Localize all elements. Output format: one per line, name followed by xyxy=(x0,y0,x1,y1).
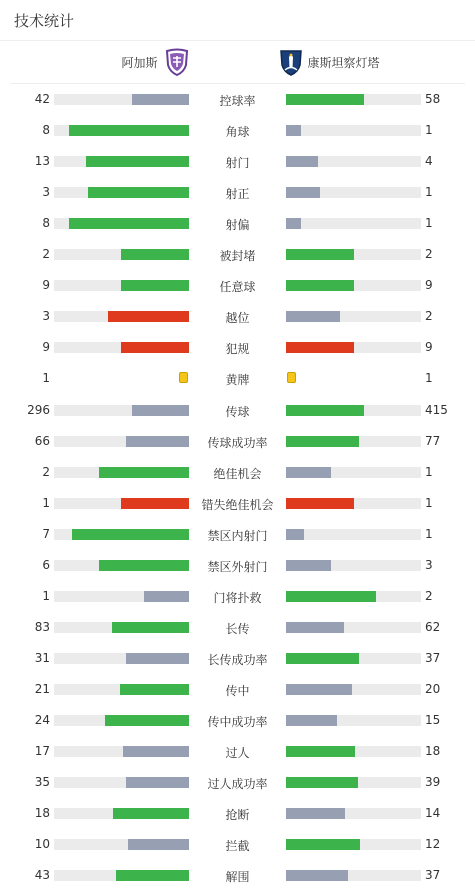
home-bar-track xyxy=(54,529,189,540)
stat-row xyxy=(0,860,475,891)
home-bar-track xyxy=(54,125,189,136)
stat-row xyxy=(0,550,475,581)
stat-label: 绝佳机会 xyxy=(213,466,262,481)
yellow-card-icon xyxy=(287,372,296,383)
home-value: 13 xyxy=(34,154,50,169)
away-value: 4 xyxy=(425,154,433,169)
home-bar-track xyxy=(54,746,189,757)
stat-label: 射正 xyxy=(225,187,250,202)
home-value: 1 xyxy=(42,371,50,386)
away-bar-track xyxy=(286,405,421,416)
home-value: 8 xyxy=(42,123,50,138)
away-bar-track xyxy=(286,746,421,757)
stat-row xyxy=(0,612,475,643)
away-bar-track xyxy=(286,591,421,602)
stat-label: 过人成功率 xyxy=(207,777,268,792)
stat-row xyxy=(0,239,475,270)
away-bar-track xyxy=(286,622,421,633)
away-value: 14 xyxy=(425,806,441,821)
away-value: 15 xyxy=(425,713,441,727)
away-bar-fill xyxy=(286,125,301,136)
stat-row xyxy=(0,705,475,736)
stat-label: 控球率 xyxy=(219,94,256,108)
home-team xyxy=(121,48,189,76)
home-team-name: 阿加斯 xyxy=(121,55,158,70)
yellow-card-icon xyxy=(179,372,188,383)
away-bar-fill xyxy=(286,560,331,571)
home-value: 2 xyxy=(42,247,50,262)
away-bar-track xyxy=(286,529,421,540)
stat-row xyxy=(0,767,475,798)
home-bar-track xyxy=(54,342,189,353)
stat-label: 传中成功率 xyxy=(207,715,268,729)
stat-row xyxy=(0,363,475,394)
away-value: 1 xyxy=(425,216,433,231)
stat-label: 射门 xyxy=(225,156,250,171)
away-value: 2 xyxy=(425,309,433,324)
home-bar-track xyxy=(54,311,189,322)
away-bar-track xyxy=(286,777,421,788)
home-bar-fill xyxy=(86,156,189,167)
away-value: 39 xyxy=(425,775,441,790)
away-bar-fill xyxy=(286,591,376,602)
stat-row xyxy=(0,643,475,674)
away-value: 1 xyxy=(425,123,433,138)
page-title: 技术统计 xyxy=(14,12,75,30)
stat-label: 拦截 xyxy=(225,839,250,854)
away-value: 37 xyxy=(425,868,441,883)
page-header xyxy=(0,0,475,41)
home-bar-track xyxy=(54,839,189,850)
away-value: 37 xyxy=(425,650,441,665)
farul-constanta-crest-icon xyxy=(278,48,304,76)
home-value: 3 xyxy=(42,309,50,324)
stat-row xyxy=(0,208,475,239)
home-bar-fill xyxy=(132,94,189,105)
stat-label: 射偏 xyxy=(225,218,250,233)
away-bar-fill xyxy=(286,839,360,850)
away-value: 20 xyxy=(425,681,441,696)
away-bar-fill xyxy=(286,94,364,105)
home-bar-track xyxy=(54,715,189,726)
away-value: 1 xyxy=(425,495,433,510)
away-bar-fill xyxy=(286,467,331,478)
teams-header xyxy=(10,41,465,84)
away-bar-fill xyxy=(286,746,355,757)
away-bar-track xyxy=(286,156,421,167)
away-bar-fill xyxy=(286,622,344,633)
stat-label: 禁区内射门 xyxy=(207,528,268,543)
stat-row xyxy=(0,146,475,177)
away-bar-fill xyxy=(286,777,358,788)
fc-arges-crest-icon xyxy=(164,48,190,76)
away-bar-fill xyxy=(286,405,364,416)
away-value: 9 xyxy=(425,340,433,355)
away-bar-fill xyxy=(286,498,354,509)
stat-row xyxy=(0,519,475,550)
stat-row xyxy=(0,581,475,612)
stat-label: 长传 xyxy=(225,621,250,636)
away-bar-track xyxy=(286,280,421,291)
away-value: 58 xyxy=(425,92,441,106)
away-bar-fill xyxy=(286,280,354,291)
home-value: 31 xyxy=(34,650,50,665)
home-value: 43 xyxy=(34,868,50,883)
stat-row xyxy=(0,829,475,860)
stat-row xyxy=(0,395,475,426)
home-bar-fill xyxy=(72,529,189,540)
stats-list xyxy=(0,84,475,891)
home-bar-fill xyxy=(126,653,189,664)
away-bar-fill xyxy=(286,870,348,881)
stat-row xyxy=(0,457,475,488)
home-bar-track xyxy=(54,777,189,788)
away-bar-track xyxy=(286,715,421,726)
stat-label: 犯规 xyxy=(225,342,250,357)
home-bar-track xyxy=(54,249,189,260)
home-bar-track xyxy=(54,870,189,881)
away-bar-track xyxy=(286,808,421,819)
away-value: 415 xyxy=(425,402,448,417)
stat-label: 过人 xyxy=(225,746,250,761)
away-bar-track xyxy=(286,870,421,881)
stat-label: 传中 xyxy=(225,683,250,698)
away-bar-track xyxy=(286,249,421,260)
stat-label: 越位 xyxy=(225,311,250,326)
stat-row xyxy=(0,84,475,115)
stat-label: 任意球 xyxy=(219,280,256,295)
away-value: 1 xyxy=(425,464,433,479)
home-value: 1 xyxy=(42,588,50,603)
home-bar-fill xyxy=(105,715,189,726)
home-value: 7 xyxy=(42,526,50,541)
stat-row xyxy=(0,798,475,829)
home-value: 1 xyxy=(42,495,50,510)
home-value: 42 xyxy=(34,92,50,106)
home-value: 6 xyxy=(42,557,50,572)
home-bar-track xyxy=(54,187,189,198)
home-bar-fill xyxy=(69,125,189,136)
home-bar-track xyxy=(54,280,189,291)
home-bar-fill xyxy=(99,560,189,571)
home-bar-fill xyxy=(116,870,189,881)
away-bar-fill xyxy=(286,715,337,726)
home-bar-fill xyxy=(126,777,189,788)
stat-row xyxy=(0,674,475,705)
away-value: 9 xyxy=(425,278,433,293)
stat-row xyxy=(0,426,475,457)
home-bar-fill xyxy=(144,591,189,602)
away-bar-track xyxy=(286,342,421,353)
home-value: 35 xyxy=(34,775,50,790)
away-bar-fill xyxy=(286,249,354,260)
stat-label: 禁区外射门 xyxy=(207,559,268,574)
away-bar-track xyxy=(286,218,421,229)
home-bar-fill xyxy=(112,622,189,633)
home-bar-track xyxy=(54,498,189,509)
home-bar-fill xyxy=(88,187,189,198)
home-value: 296 xyxy=(27,402,50,417)
stat-label: 长传成功率 xyxy=(207,652,268,667)
home-bar-fill xyxy=(121,280,189,291)
away-team-name: 康斯坦察灯塔 xyxy=(307,55,380,70)
home-bar-track xyxy=(54,94,189,105)
stat-row xyxy=(0,177,475,208)
home-bar-track xyxy=(54,684,189,695)
home-value: 3 xyxy=(42,185,50,200)
stat-label: 抢断 xyxy=(225,808,250,823)
home-bar-fill xyxy=(126,436,189,447)
home-bar-track xyxy=(54,405,189,416)
away-team xyxy=(278,48,380,76)
stat-label: 角球 xyxy=(225,125,250,140)
stat-label: 传球成功率 xyxy=(207,435,268,450)
stat-label: 错失绝佳机会 xyxy=(201,497,274,512)
home-value: 8 xyxy=(42,216,50,231)
away-value: 12 xyxy=(425,837,441,852)
stat-label: 被封堵 xyxy=(219,249,256,264)
away-bar-track xyxy=(286,94,421,105)
stat-label: 门将扑救 xyxy=(213,590,262,605)
away-bar-track xyxy=(286,467,421,478)
stat-label: 传球 xyxy=(225,404,250,419)
away-bar-fill xyxy=(286,342,354,353)
home-bar-track xyxy=(54,808,189,819)
away-bar-track xyxy=(286,839,421,850)
home-bar-fill xyxy=(69,218,189,229)
away-value: 18 xyxy=(425,744,441,759)
away-bar-fill xyxy=(286,684,352,695)
home-bar-fill xyxy=(121,249,189,260)
home-value: 10 xyxy=(34,837,50,852)
stat-label: 解围 xyxy=(225,870,250,885)
away-bar-fill xyxy=(286,808,345,819)
home-bar-fill xyxy=(120,684,189,695)
home-value: 83 xyxy=(34,619,50,634)
home-bar-track xyxy=(54,467,189,478)
stat-row xyxy=(0,332,475,363)
home-bar-track xyxy=(54,560,189,571)
away-bar-fill xyxy=(286,436,359,447)
home-bar-track xyxy=(54,591,189,602)
away-bar-track xyxy=(286,436,421,447)
home-bar-fill xyxy=(132,405,189,416)
away-value: 1 xyxy=(425,185,433,200)
home-bar-track xyxy=(54,218,189,229)
stat-row xyxy=(0,115,475,146)
home-value: 18 xyxy=(34,806,50,821)
away-value: 2 xyxy=(425,588,433,603)
home-bar-fill xyxy=(121,342,189,353)
away-value: 1 xyxy=(425,526,433,541)
stat-row xyxy=(0,488,475,519)
away-bar-fill xyxy=(286,311,340,322)
home-value: 17 xyxy=(34,744,50,759)
away-value: 62 xyxy=(425,619,441,634)
home-value: 9 xyxy=(42,340,50,355)
away-bar-track xyxy=(286,560,421,571)
away-bar-fill xyxy=(286,156,318,167)
away-value: 2 xyxy=(425,247,433,262)
home-bar-fill xyxy=(113,808,189,819)
away-value: 3 xyxy=(425,557,433,572)
stat-label: 黄牌 xyxy=(225,373,250,388)
home-value: 24 xyxy=(34,713,50,727)
home-value: 21 xyxy=(34,681,50,696)
away-bar-fill xyxy=(286,653,359,664)
away-bar-fill xyxy=(286,529,304,540)
away-bar-track xyxy=(286,125,421,136)
home-bar-fill xyxy=(108,311,189,322)
away-bar-fill xyxy=(286,218,301,229)
home-value: 2 xyxy=(42,464,50,479)
home-value: 66 xyxy=(34,433,50,448)
home-bar-track xyxy=(54,653,189,664)
away-bar-track xyxy=(286,187,421,198)
home-bar-fill xyxy=(99,467,189,478)
away-bar-track xyxy=(286,653,421,664)
home-bar-fill xyxy=(123,746,189,757)
away-bar-track xyxy=(286,311,421,322)
home-bar-track xyxy=(54,436,189,447)
stat-row xyxy=(0,270,475,301)
away-value: 1 xyxy=(425,371,433,386)
home-bar-track xyxy=(54,156,189,167)
home-bar-track xyxy=(54,622,189,633)
stat-row xyxy=(0,301,475,332)
away-value: 77 xyxy=(425,433,441,448)
home-value: 9 xyxy=(42,278,50,293)
away-bar-track xyxy=(286,498,421,509)
away-bar-track xyxy=(286,684,421,695)
home-bar-fill xyxy=(128,839,189,850)
away-bar-fill xyxy=(286,187,320,198)
stat-row xyxy=(0,736,475,767)
home-bar-fill xyxy=(121,498,189,509)
